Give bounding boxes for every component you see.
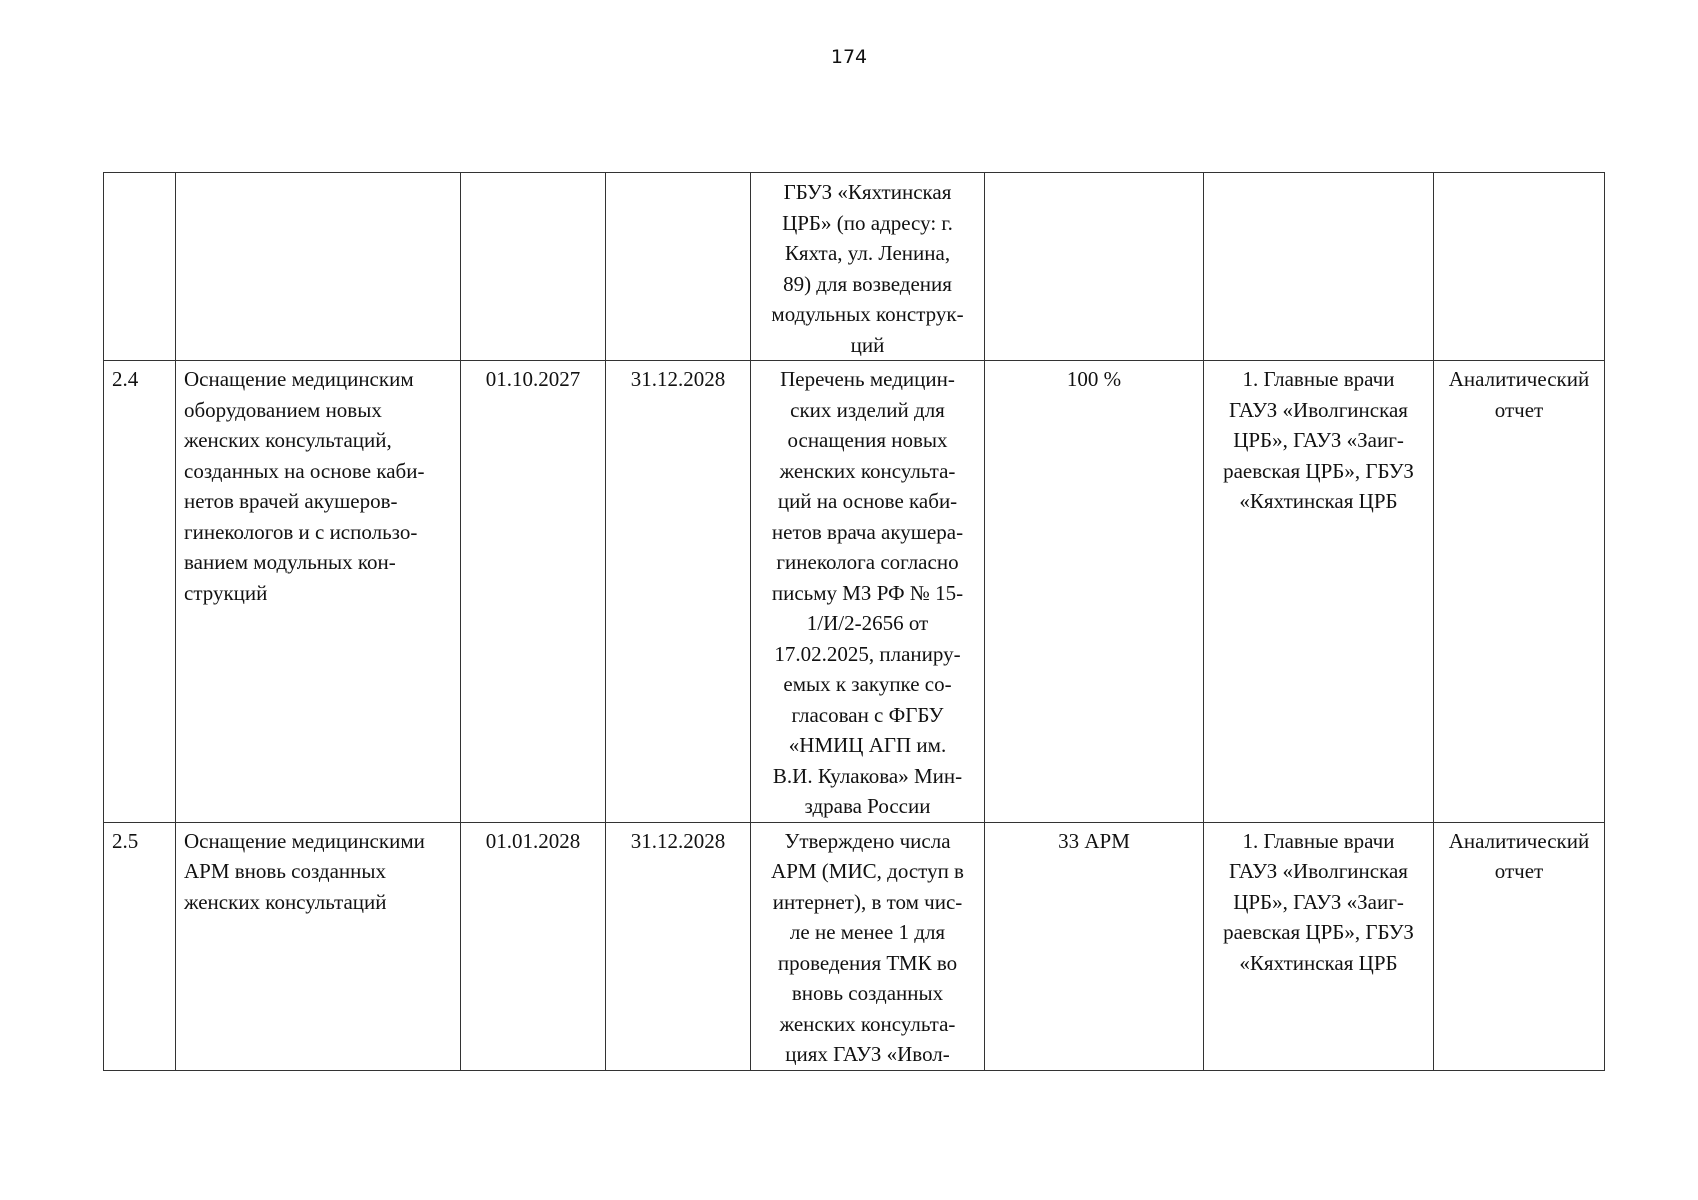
cell-text-line: оборудованием новых [184,397,382,422]
cell-text-line: здрава России [804,794,931,818]
cell-num [104,173,176,361]
cell-num: 2.5 [104,822,176,1070]
cell-text-line: гласован с ФГБУ [791,702,944,727]
cell-text-line: емых к закупке со- [783,672,952,696]
table-row [104,173,1605,361]
cell-text-line: ЦРБ», ГАУЗ «Заиг- [1233,889,1404,914]
cell-text-line: струкций [184,580,268,605]
cell-name [176,173,461,361]
cell-text-line: ЦРБ» (по адресу: г. [782,210,953,235]
cell-text-line: «НМИЦ АГП им. [788,733,947,757]
cell-responsible [1204,173,1434,361]
page-number: 174 [830,46,868,68]
cell-text-line: 17.02.2025, планиру- [774,641,961,666]
cell-text-line: ГБУЗ «Кяхтинская [783,180,952,204]
cell-text-line: ЦРБ», ГАУЗ «Заиг- [1233,428,1404,452]
cell-indicator [985,173,1204,361]
cell-text-line: ций [850,332,885,357]
cell-indicator: 100 % [985,361,1204,823]
cell-text-line: отчет [1494,397,1544,422]
cell-text-line: нетов врачей акушеров- [184,489,398,513]
cell-text-line: нетов врача акушера- [771,519,964,544]
cell-text-line: Аналитический [1448,367,1590,391]
cell-text-line: женских консульта- [779,1011,956,1036]
cell-text-line: Кяхта, ул. Ленина, [784,241,951,265]
cell-text-line: Аналитический [1448,828,1590,853]
cell-text-line: оснащения новых [787,428,948,452]
cell-start-date [461,173,606,361]
table-row [104,822,1605,1070]
cell-text-line: 1. Главные врачи [1242,828,1395,853]
cell-text-line: отчет [1494,859,1544,883]
cell-result [751,822,985,1070]
cell-text-line: письму МЗ РФ № 15- [771,580,964,605]
cell-text-line: раевская ЦРБ», ГБУЗ [1223,920,1414,944]
cell-text-line: АРМ вновь созданных [184,859,386,883]
cell-text-line: «Кяхтинская ЦРБ [1239,950,1398,975]
cell-text-line: женских консультаций [184,889,387,914]
cell-text-line: интернет), в том чис- [772,889,963,914]
cell-text-line: Утверждено числа [784,828,951,853]
cell-start-date: 01.01.2028 [461,822,606,1070]
cell-end-date [606,173,751,361]
cell-text-line: женских консультаций, [184,428,392,452]
cell-indicator: 33 АРМ [985,822,1204,1070]
cell-control [1434,822,1605,1070]
cell-name [176,361,461,823]
cell-control [1434,361,1605,823]
cell-text-line: 89) для возведения [783,271,952,296]
cell-text-line: проведения ТМК во [777,950,958,975]
cell-name [176,822,461,1070]
cell-num: 2.4 [104,361,176,823]
cell-text-line: Оснащение медицинскими [184,828,425,853]
plan-table [103,172,1605,1071]
cell-text-line: модульных конструк- [771,302,964,326]
cell-text-line: гинеколога согласно [776,550,959,574]
cell-result [751,361,985,823]
cell-start-date: 01.10.2027 [461,361,606,823]
cell-text-line: созданных на основе каби- [184,458,425,483]
cell-text-line: вновь созданных [791,981,944,1005]
cell-text-line: ванием модульных кон- [184,550,396,574]
cell-text-line: циях ГАУЗ «Ивол- [785,1042,950,1066]
cell-text-line: АРМ (МИС, доступ в [771,859,964,883]
table-row [104,361,1605,823]
cell-responsible [1204,822,1434,1070]
cell-text-line: ских изделий для [790,397,945,422]
cell-text-line: Перечень медицин- [780,367,955,391]
cell-text-line: В.И. Кулакова» Мин- [772,763,963,788]
cell-responsible [1204,361,1434,823]
cell-text-line: ций на основе каби- [777,489,958,513]
cell-text-line: женских консульта- [779,458,956,483]
cell-result [751,173,985,361]
cell-text-line: ГАУЗ «Иволгинская [1229,859,1408,883]
cell-text-line: ле не менее 1 для [789,920,946,944]
cell-text-line: гинекологов и с использо- [184,519,418,544]
cell-text-line: раевская ЦРБ», ГБУЗ [1223,458,1414,483]
cell-end-date: 31.12.2028 [606,361,751,823]
cell-text-line: «Кяхтинская ЦРБ [1239,489,1398,513]
cell-text-line: ГАУЗ «Иволгинская [1229,397,1408,422]
cell-text-line: 1. Главные врачи [1242,367,1395,391]
cell-end-date: 31.12.2028 [606,822,751,1070]
cell-text-line: 1/И/2-2656 от [806,611,929,635]
cell-control [1434,173,1605,361]
cell-text-line: Оснащение медицинским [184,367,414,391]
table-body [104,173,1605,1071]
